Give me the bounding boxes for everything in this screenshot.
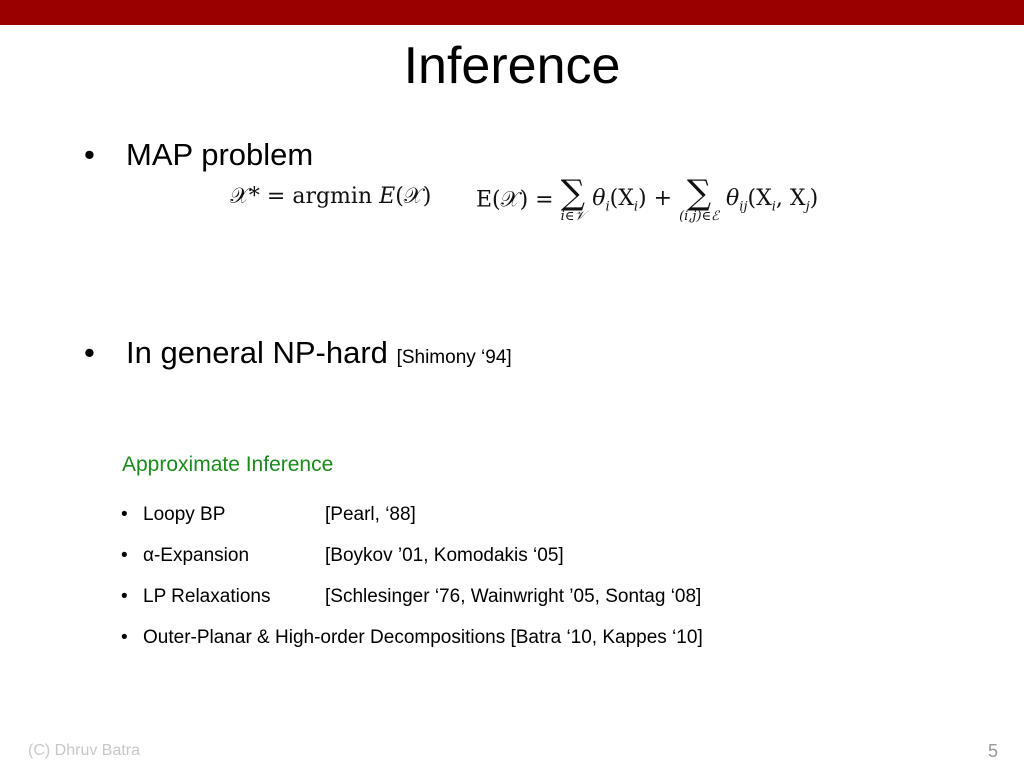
- approx-item-alpha-expansion: [121, 544, 564, 568]
- method-name: Loopy BP: [143, 504, 226, 525]
- citation: [Shimony ‘94]: [396, 347, 512, 368]
- bullet-np-hard: [84, 334, 512, 377]
- bullet-dot: •: [121, 504, 128, 525]
- pairwise-term: $\theta_{ij}(X_i$, $X_j$): [726, 185, 819, 215]
- eq2-lhs: E(𝒳) =: [476, 187, 561, 213]
- sum-symbol: ∑: [686, 173, 712, 213]
- bullet-dot: •: [121, 545, 128, 566]
- approx-item-loopy-bp: [121, 503, 416, 527]
- method-ref: [Boykov ’01, Komodakis ‘05]: [325, 545, 564, 566]
- top-accent-bar: [0, 0, 1024, 25]
- pairwise-sum: [679, 173, 720, 224]
- eq-argmin: argmin: [292, 184, 380, 209]
- eq-lhs: 𝒳*: [230, 184, 260, 209]
- bullet-dot: •: [84, 335, 95, 370]
- unary-term: $\theta_i(X_i)$ +: [592, 185, 680, 215]
- eq-equals: =: [259, 184, 293, 209]
- unary-sum: [560, 173, 586, 224]
- method-name: LP Relaxations: [143, 586, 271, 607]
- eq-energy-fn: E: [379, 184, 396, 209]
- footer-author: (C) Dhruv Batra: [28, 742, 141, 759]
- bullet-text: MAP problem: [126, 137, 314, 172]
- sum-subscript: (i,j)∈ℰ: [679, 209, 720, 224]
- method-ref: [Pearl, ‘88]: [325, 504, 416, 525]
- bullet-dot: •: [121, 627, 128, 648]
- approx-inference-heading: Approximate Inference: [122, 453, 334, 476]
- bullet-map-problem: [84, 136, 313, 174]
- approx-item-decompositions: [121, 626, 703, 650]
- sum-symbol: ∑: [560, 173, 586, 213]
- method-name: Outer-Planar & High-order Decompositions [Batra ‘10, Kappes ‘10]: [143, 627, 703, 648]
- method-ref: [Schlesinger ‘76, Wainwright ’05, Sontag ‘08]: [325, 586, 702, 607]
- page-number: 5: [987, 741, 998, 761]
- bullet-text: In general NP-hard: [126, 335, 388, 370]
- sum-subscript: i∈𝒱: [560, 209, 586, 224]
- approx-item-lp-relaxations: [121, 585, 701, 609]
- bullet-dot: •: [84, 137, 95, 172]
- method-name: α-Expansion: [143, 545, 250, 566]
- energy-equation: [476, 173, 819, 224]
- eq-arg: (𝒳): [395, 184, 432, 209]
- slide-title: Inference: [403, 37, 621, 95]
- map-equation: [230, 184, 431, 209]
- bullet-dot: •: [121, 586, 128, 607]
